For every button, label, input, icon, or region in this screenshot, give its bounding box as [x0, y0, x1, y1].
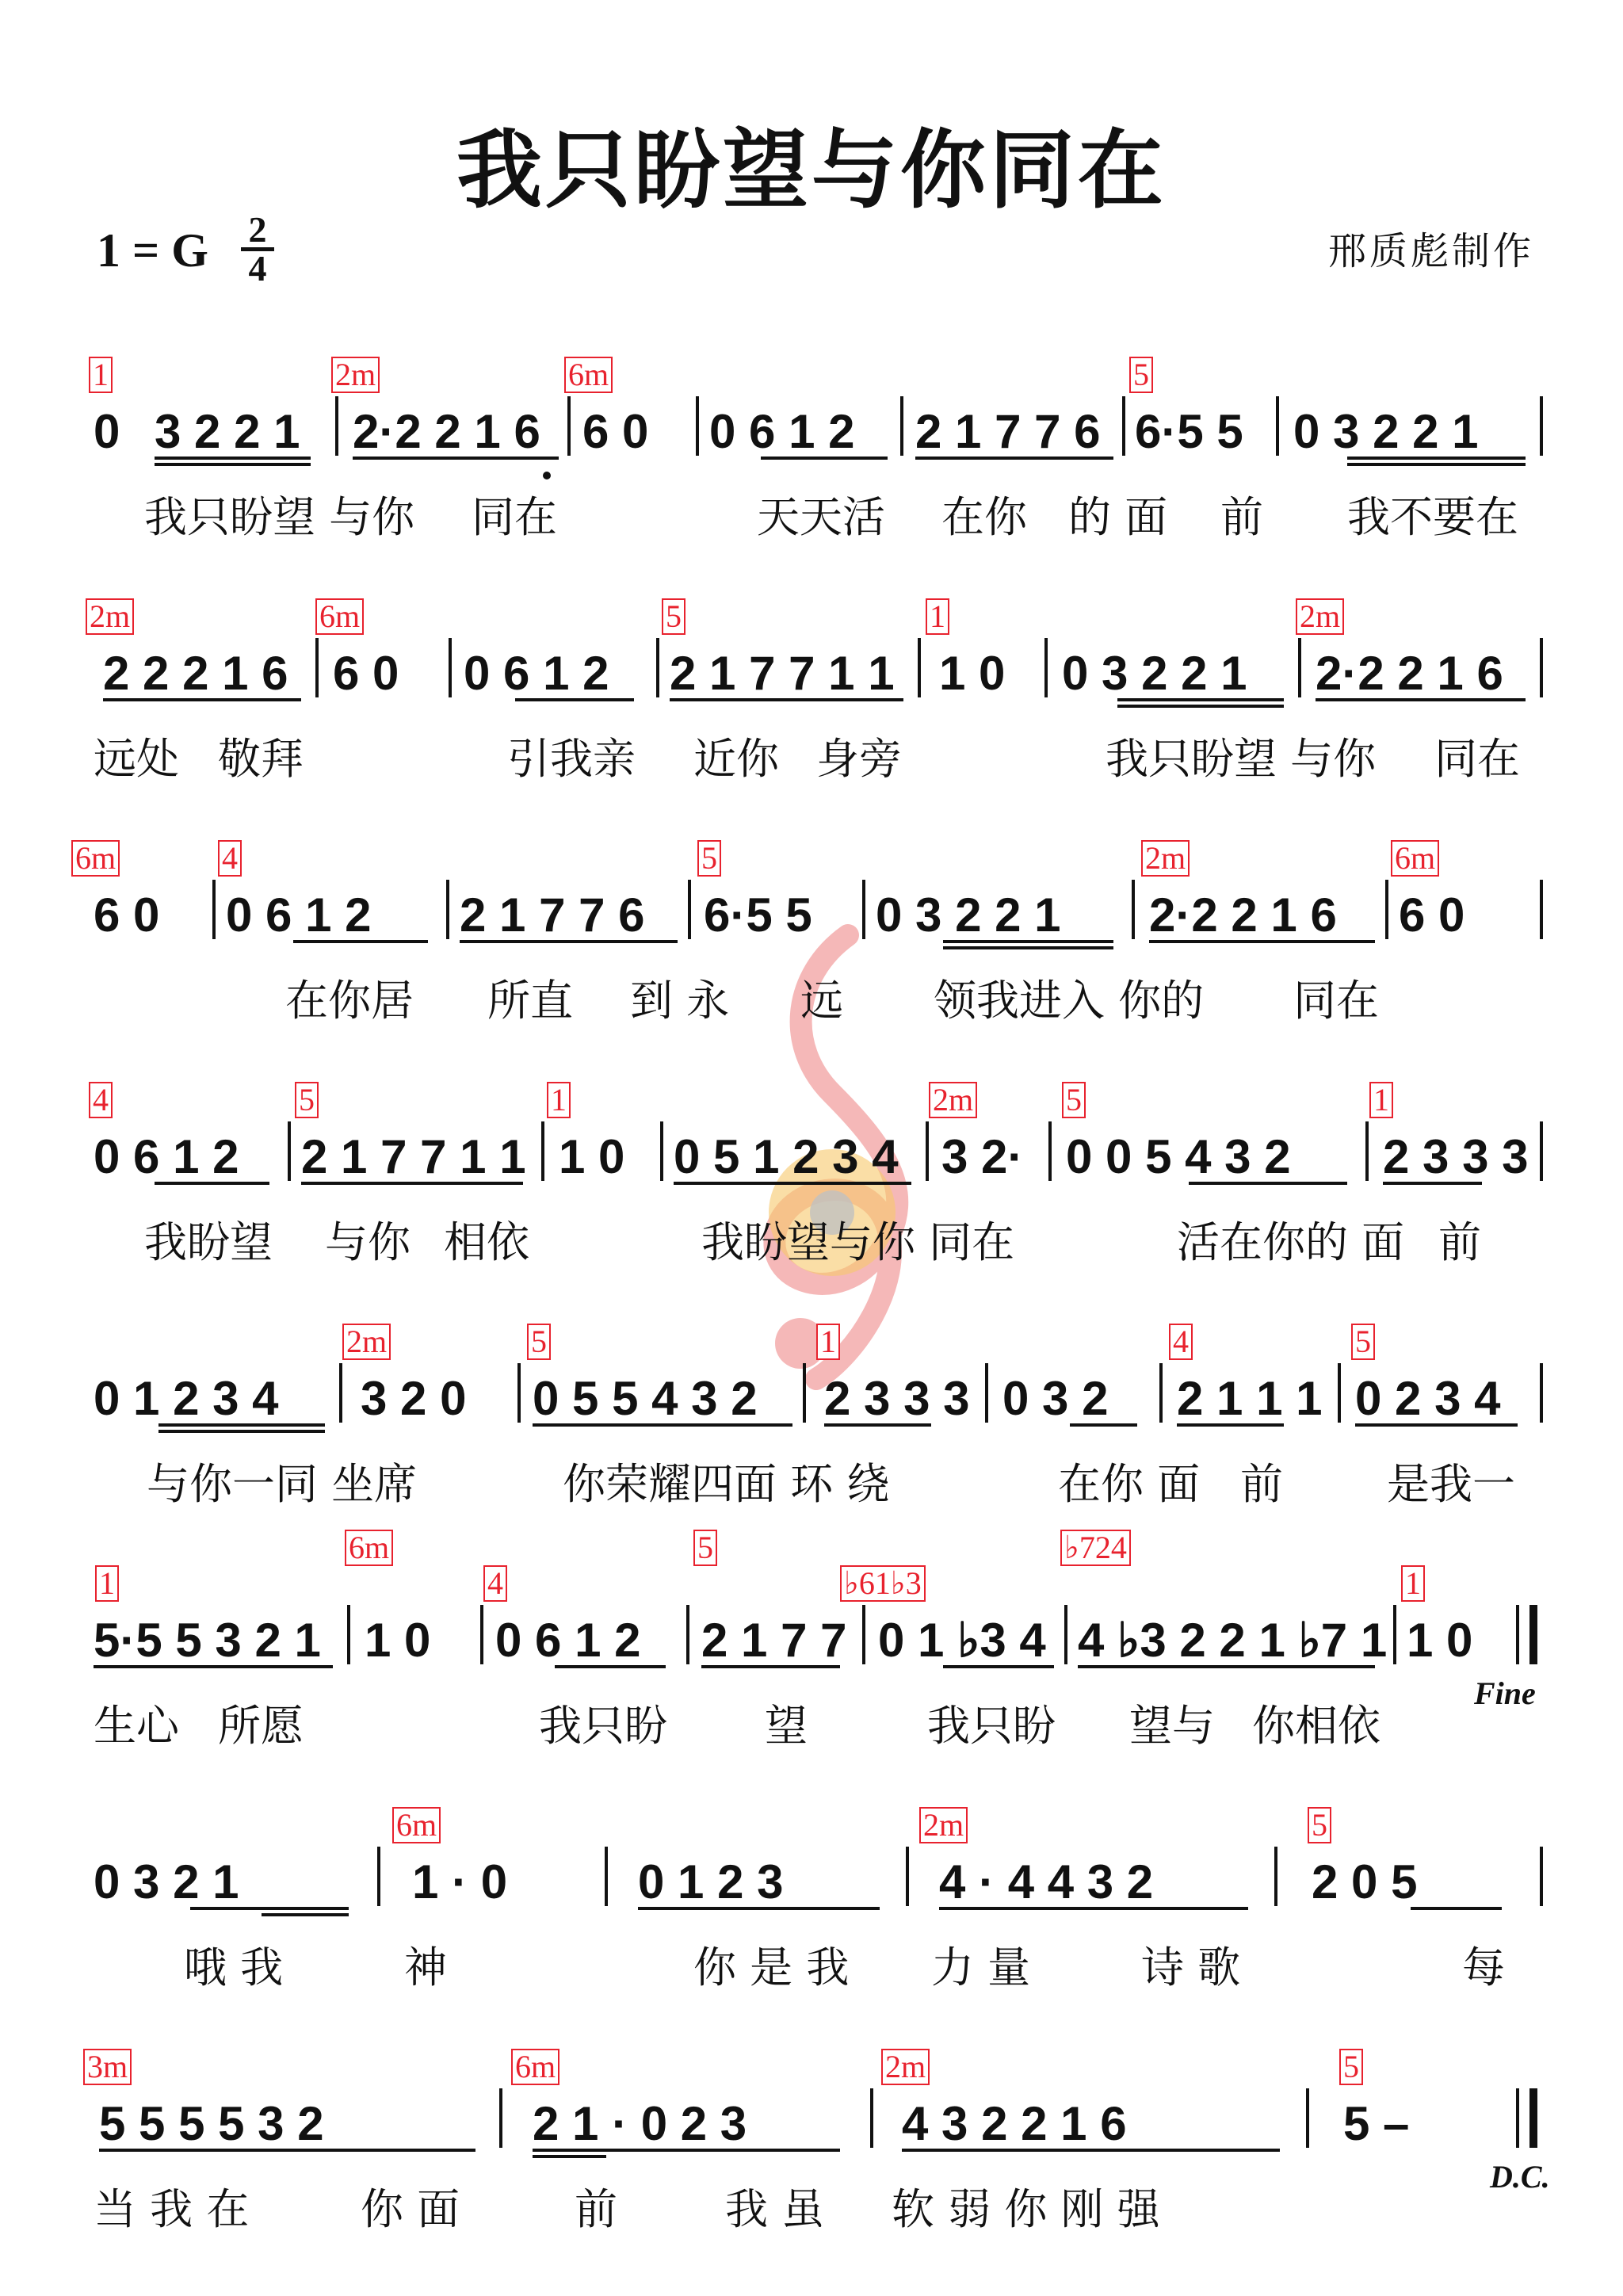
lyrics-line-2: [0, 725, 1623, 784]
chord-label: 2m: [86, 598, 134, 635]
chord-label: 3m: [83, 2049, 132, 2085]
staff-7: [0, 1807, 1623, 2013]
chord-label: 4: [218, 840, 242, 877]
staff-8-notation: [0, 2057, 1623, 2191]
svg-text:3 2 2 1: 3 2 2 1: [155, 405, 300, 458]
lyric: 在你 面: [1058, 1459, 1201, 1509]
svg-text:5 –: 5 –: [1343, 2097, 1410, 2150]
staff-7-notation: [0, 1815, 1623, 1950]
lyric: 生心: [94, 1701, 179, 1751]
lyric: 引我亲: [507, 734, 636, 784]
chord-label: 2m: [881, 2049, 930, 2085]
svg-text:0 6 1 2: 0 6 1 2: [709, 405, 855, 458]
lyric: 所愿: [218, 1701, 304, 1751]
svg-text:2 1 7 7 6: 2 1 7 7 6: [460, 888, 645, 942]
svg-text:0 6 1 2: 0 6 1 2: [495, 1614, 641, 1667]
svg-text:2 1 7 7: 2 1 7 7: [701, 1614, 847, 1667]
lyric: 我只盼: [539, 1701, 667, 1751]
svg-text:0 6 1 2: 0 6 1 2: [226, 888, 372, 942]
lyric: 每: [1462, 1943, 1505, 1992]
chord-label: 6m: [315, 598, 364, 635]
lyrics-line-3: [0, 967, 1623, 1026]
key-signature: 1 = G: [97, 224, 208, 277]
svg-text:2 2 2 1 6: 2 2 2 1 6: [103, 647, 288, 700]
chord-label: 5: [693, 1530, 717, 1566]
chord-label: 5: [1308, 1807, 1331, 1843]
svg-text:0 2 3 4: 0 2 3 4: [1355, 1372, 1501, 1425]
svg-text:4 3 2 2 1 6: 4 3 2 2 1 6: [902, 2097, 1127, 2150]
chord-label: 2m: [919, 1807, 968, 1843]
lyric: 敬拜: [218, 734, 304, 784]
lyric: 望: [765, 1701, 808, 1751]
svg-text:2·2 2 1 6: 2·2 2 1 6: [1316, 647, 1503, 700]
svg-text:3 2·: 3 2·: [941, 1130, 1024, 1183]
lyric: 软 弱 你 刚 强: [892, 2184, 1160, 2234]
chord-label: 6m: [1391, 840, 1439, 877]
svg-text:0 1 2 3 4: 0 1 2 3 4: [94, 1372, 279, 1425]
lyric: 我只盼: [927, 1701, 1056, 1751]
svg-text:1 0: 1 0: [365, 1614, 431, 1667]
lyric: 远处: [94, 734, 179, 784]
chord-label: 1: [547, 1082, 571, 1118]
staff-3: [0, 840, 1623, 1046]
chord-label: 4: [89, 1082, 113, 1118]
lyric: 前: [575, 2184, 617, 2234]
staff-5-notation: [0, 1331, 1623, 1466]
chord-label: 5: [697, 840, 721, 877]
chord-label: 2m: [1296, 598, 1344, 635]
lyric: 在你: [941, 492, 1027, 542]
chord-label: 4: [483, 1565, 507, 1602]
lyric: 与你一同 坐席: [147, 1459, 418, 1509]
staff-1-notation: [0, 365, 1623, 499]
svg-text:1 0: 1 0: [559, 1130, 625, 1183]
staff-8: [0, 2049, 1623, 2255]
staff-2: [0, 598, 1623, 804]
lyric: 望与: [1129, 1701, 1215, 1751]
svg-text:2 1 7 7 1 1: 2 1 7 7 1 1: [301, 1130, 526, 1183]
staff-1: [0, 357, 1623, 563]
lyric: 哦 我: [184, 1943, 284, 1992]
chord-label: ♭724: [1060, 1530, 1131, 1566]
svg-text:0: 0: [94, 405, 120, 458]
svg-text:1 0: 1 0: [939, 647, 1006, 700]
svg-text:0 5 5 4 3 2: 0 5 5 4 3 2: [533, 1372, 758, 1425]
lyric: 你相依: [1252, 1701, 1381, 1751]
lyric: 领我进入 你的: [934, 976, 1205, 1026]
lyric: 近你: [693, 734, 779, 784]
lyrics-line-1: [0, 483, 1623, 542]
svg-text:6·5 5: 6·5 5: [704, 888, 812, 942]
lyric: 前: [1240, 1459, 1283, 1509]
lyric: 同在: [472, 492, 557, 542]
chord-label: 6m: [345, 1530, 393, 1566]
svg-text:2·2 2 1 6: 2·2 2 1 6: [1149, 888, 1337, 942]
lyric: 同在: [1293, 976, 1379, 1026]
lyrics-line-6: [0, 1692, 1623, 1751]
svg-text:6 0: 6 0: [94, 888, 160, 942]
svg-text:2 0 5: 2 0 5: [1312, 1855, 1418, 1908]
chord-label: 6m: [511, 2049, 559, 2085]
chord-label: 5: [1339, 2049, 1363, 2085]
chord-label: 5: [1062, 1082, 1086, 1118]
lyric: 是我一: [1387, 1459, 1515, 1509]
chord-label: 2m: [331, 357, 380, 393]
svg-text:0 6 1 2: 0 6 1 2: [94, 1130, 239, 1183]
chord-label: 2m: [342, 1324, 391, 1360]
svg-text:2 1 1 1: 2 1 1 1: [1177, 1372, 1323, 1425]
lyric: 活在你的 面: [1177, 1217, 1405, 1267]
chord-label: 1: [95, 1565, 119, 1602]
lyric: 我不要在: [1347, 492, 1518, 542]
chord-label: 5: [1351, 1324, 1375, 1360]
lyric: 与你: [325, 1217, 411, 1267]
svg-text:4 ♭3 2 2 1 ♭7 1: 4 ♭3 2 2 1 ♭7 1: [1078, 1614, 1388, 1667]
svg-text:2·2 2 1 6: 2·2 2 1 6: [353, 405, 540, 458]
svg-text:4 · 4 4 3 2: 4 · 4 4 3 2: [939, 1855, 1154, 1908]
lyric: 我盼望: [144, 1217, 273, 1267]
svg-text:6 0: 6 0: [1399, 888, 1465, 942]
staff-4: [0, 1082, 1623, 1288]
lyric: 身旁: [816, 734, 902, 784]
svg-text:0 3 2: 0 3 2: [1002, 1372, 1109, 1425]
lyric: 当 我 在: [94, 2184, 250, 2234]
lyrics-line-5: [0, 1450, 1623, 1509]
chord-label: 5: [527, 1324, 551, 1360]
lyric: 在你居: [285, 976, 414, 1026]
lyric: 到 永: [630, 976, 730, 1026]
chord-label: 1: [926, 598, 949, 635]
staff-2-notation: [0, 606, 1623, 741]
svg-text:6·5 5: 6·5 5: [1135, 405, 1243, 458]
chord-label: 6m: [564, 357, 613, 393]
staff-3-notation: [0, 848, 1623, 983]
chord-label: 1: [1369, 1082, 1393, 1118]
svg-text:1 · 0: 1 · 0: [412, 1855, 508, 1908]
lyrics-line-4: [0, 1209, 1623, 1267]
svg-text:0 3 2 2 1: 0 3 2 2 1: [1293, 405, 1479, 458]
lyric: 神: [404, 1943, 447, 1992]
lyrics-line-7: [0, 1934, 1623, 1992]
lyric: 你荣耀四面 环 绕: [563, 1459, 890, 1509]
svg-text:5 5 5 5 3 2: 5 5 5 5 3 2: [99, 2097, 324, 2150]
lyric: 前: [1220, 492, 1263, 542]
author-credit: 邢质彪制作: [1327, 229, 1534, 273]
lyric: 我 虽: [725, 2184, 825, 2234]
lyrics-line-8: [0, 2176, 1623, 2234]
lyric: 天天活: [757, 492, 885, 542]
time-signature: [238, 209, 277, 288]
chord-label: 5: [662, 598, 685, 635]
chord-label: ♭61♭3: [840, 1565, 926, 1602]
svg-text:2 3 3 3: 2 3 3 3: [1383, 1130, 1529, 1183]
fine-mark: Fine: [1474, 1675, 1536, 1711]
svg-text:2 1 7 7 6: 2 1 7 7 6: [915, 405, 1101, 458]
staff-5: [0, 1324, 1623, 1530]
svg-text:3 2 0: 3 2 0: [361, 1372, 467, 1425]
staff-6: [0, 1530, 1623, 1771]
lyric: 所直: [487, 976, 573, 1026]
svg-text:0 0 5 4 3 2: 0 0 5 4 3 2: [1066, 1130, 1291, 1183]
lyric: 我只盼望 与你: [144, 492, 415, 542]
svg-text:0 1 ♭3 4: 0 1 ♭3 4: [878, 1614, 1046, 1667]
chord-label: 1: [89, 357, 113, 393]
svg-text:0 3 2 2 1: 0 3 2 2 1: [1062, 647, 1247, 700]
chord-label: 4: [1169, 1324, 1193, 1360]
lyric: 我盼望与你 同在: [701, 1217, 1015, 1267]
lyric: 力 量: [931, 1943, 1031, 1992]
chord-label: 6m: [392, 1807, 441, 1843]
chord-label: 6m: [71, 840, 120, 877]
chord-label: 5: [1129, 357, 1153, 393]
lyric: 我只盼望 与你: [1106, 734, 1377, 784]
lyric: 诗 歌: [1141, 1943, 1241, 1992]
time-top: 2: [248, 209, 267, 250]
chord-label: 2m: [929, 1082, 977, 1118]
svg-text:6 0: 6 0: [582, 405, 649, 458]
svg-text:6 0: 6 0: [333, 647, 399, 700]
svg-text:5·5 5 3 2 1: 5·5 5 3 2 1: [94, 1614, 321, 1667]
dc-mark: D.C.: [1490, 2159, 1550, 2195]
svg-text:0 3 2 1: 0 3 2 1: [94, 1855, 239, 1908]
svg-text:0 3 2 2 1: 0 3 2 2 1: [876, 888, 1061, 942]
chord-label: 1: [1401, 1565, 1425, 1602]
staff-6-notation: [0, 1573, 1623, 1708]
svg-text:1 0: 1 0: [1407, 1614, 1473, 1667]
song-title: 我只盼望与你同在: [456, 121, 1167, 220]
lyric: 远: [800, 976, 843, 1026]
lyric: 的 面: [1068, 492, 1168, 542]
svg-text:2 1 7 7 1 1: 2 1 7 7 1 1: [670, 647, 895, 700]
lyric: 同在: [1434, 734, 1520, 784]
chord-label: 1: [816, 1324, 840, 1360]
svg-text:0 1 2 3: 0 1 2 3: [638, 1855, 784, 1908]
svg-text:0 6 1 2: 0 6 1 2: [464, 647, 609, 700]
chord-label: 5: [295, 1082, 319, 1118]
svg-text:2 1 · 0 2 3: 2 1 · 0 2 3: [533, 2097, 747, 2150]
svg-text:0 5 1 2 3 4: 0 5 1 2 3 4: [674, 1130, 899, 1183]
lyric: 你 面: [361, 2184, 460, 2234]
lyric: 你 是 我: [693, 1943, 850, 1992]
lyric: 相依: [444, 1217, 529, 1267]
time-bottom: 4: [248, 248, 267, 288]
lyric: 前: [1438, 1217, 1481, 1267]
svg-text:2 3 3 3: 2 3 3 3: [824, 1372, 970, 1425]
chord-label: 2m: [1141, 840, 1190, 877]
